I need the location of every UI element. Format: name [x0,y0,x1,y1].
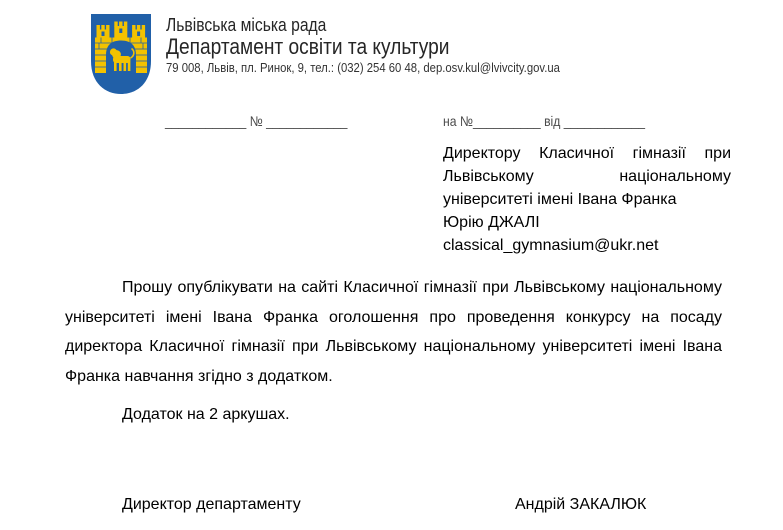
signature-name: Андрій ЗАКАЛЮК [515,496,647,513]
letterhead-org-name: Львівська міська рада [166,15,327,35]
recipient-email: classical_gymnasium@ukr.net [443,237,659,254]
body-line: університеті імені Івана Франка оголошення про проведення конкурсу на посаду [65,308,722,326]
recipient-line: Директору Класичної гімназії при [443,145,731,162]
body-line: директора Класичної гімназії при Львівському національному університеті імені Івана [65,338,722,355]
letterhead-department-name: Департамент освіти та культури [166,34,450,59]
letterhead-contact-line: 79 008, Львів, пл. Ринок, 9, тел.: (032) 254 60 48, dep.osv.kul@lvivcity.gov.ua [166,60,560,75]
recipient-name: Юрію ДЖАЛІ [443,214,540,231]
signature-title: Директор департаменту [122,496,301,513]
recipient-block [443,142,731,257]
outgoing-number-blank: ____________ № ____________ [165,113,348,129]
lviv-coat-of-arms-icon [90,13,152,95]
recipient-line: університеті імені Івана Франка [443,191,677,208]
letter-body [65,273,722,391]
body-line: Франка навчання згідно з додатком. [65,367,333,385]
body-line: Прошу опублікувати на сайті Класичної гімназії при Львівському національному [122,279,722,296]
attachment-note: Додаток на 2 аркушах. [122,406,290,423]
recipient-line: Львівському національному [443,168,731,185]
incoming-number-blank: на №__________ від ____________ [443,113,646,129]
